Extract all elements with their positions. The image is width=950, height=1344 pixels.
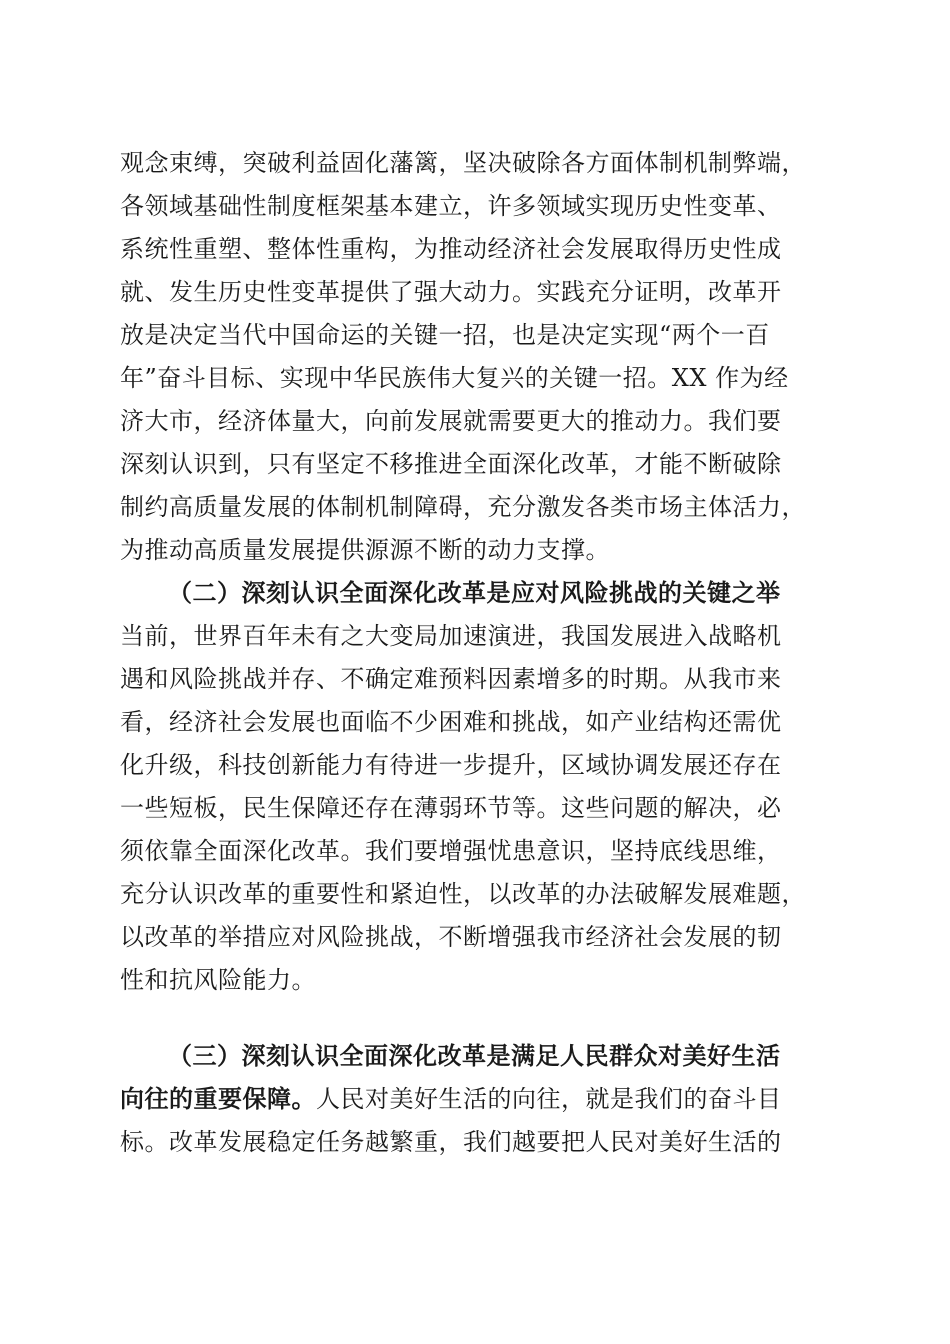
paragraph-line: 化升级，科技创新能力有待进一步提升，区域协调发展还存在 bbox=[120, 751, 782, 779]
paragraph-line: 看，经济社会发展也面临不少困难和挑战，如产业结构还需优 bbox=[120, 708, 782, 736]
paragraph-line: 观念束缚，突破利益固化藩篱，坚决破除各方面体制机制弊端， bbox=[120, 149, 806, 177]
section-heading-3-continued: 向往的重要保障。 bbox=[120, 1084, 316, 1113]
paragraph-line: 济大市，经济体量大，向前发展就需要更大的推动力。我们要 bbox=[120, 407, 782, 435]
paragraph-line: 年”奋斗目标、实现中华民族伟大复兴的关键一招。XX 作为经 bbox=[120, 364, 789, 392]
paragraph-line: 就、发生历史性变革提供了强大动力。实践充分证明，改革开 bbox=[120, 278, 782, 306]
paragraph-line: 充分认识改革的重要性和紧迫性，以改革的办法破解发展难题， bbox=[120, 880, 806, 908]
paragraph-line: 遇和风险挑战并存、不确定难预料因素增多的时期。从我市来 bbox=[120, 665, 782, 693]
paragraph-line: 放是决定当代中国命运的关键一招，也是决定实现“两个一百 bbox=[120, 321, 770, 349]
paragraph-text: 人民对美好生活的向往，就是我们的奋斗目 bbox=[316, 1085, 782, 1113]
paragraph-line: 系统性重塑、整体性重构，为推动经济社会发展取得历史性成 bbox=[120, 235, 782, 263]
section-heading-2: （二）深刻认识全面深化改革是应对风险挑战的关键之举 bbox=[168, 578, 781, 607]
paragraph-line-mixed bbox=[120, 1079, 840, 1119]
paragraph-line: 各领域基础性制度框架基本建立，许多领域实现历史性变革、 bbox=[120, 192, 782, 220]
paragraph-line: 须依靠全面深化改革。我们要增强忧患意识，坚持底线思维， bbox=[120, 837, 782, 865]
paragraph-line: 以改革的举措应对风险挑战，不断增强我市经济社会发展的韧 bbox=[120, 923, 782, 951]
paragraph-line: 当前，世界百年未有之大变局加速演进，我国发展进入战略机 bbox=[120, 622, 782, 650]
paragraph-line: 为推动高质量发展提供源源不断的动力支撑。 bbox=[120, 536, 610, 564]
paragraph-line: 一些短板，民生保障还存在薄弱环节等。这些问题的解决，必 bbox=[120, 794, 782, 822]
paragraph-line: 标。改革发展稳定任务越繁重，我们越要把人民对美好生活的 bbox=[120, 1128, 782, 1156]
paragraph-line: 性和抗风险能力。 bbox=[120, 966, 316, 994]
paragraph-line: 深刻认识到，只有坚定不移推进全面深化改革，才能不断破除 bbox=[120, 450, 782, 478]
section-heading-3: （三）深刻认识全面深化改革是满足人民群众对美好生活 bbox=[168, 1041, 781, 1070]
paragraph-line: 制约高质量发展的体制机制障碍，充分激发各类市场主体活力， bbox=[120, 493, 806, 521]
